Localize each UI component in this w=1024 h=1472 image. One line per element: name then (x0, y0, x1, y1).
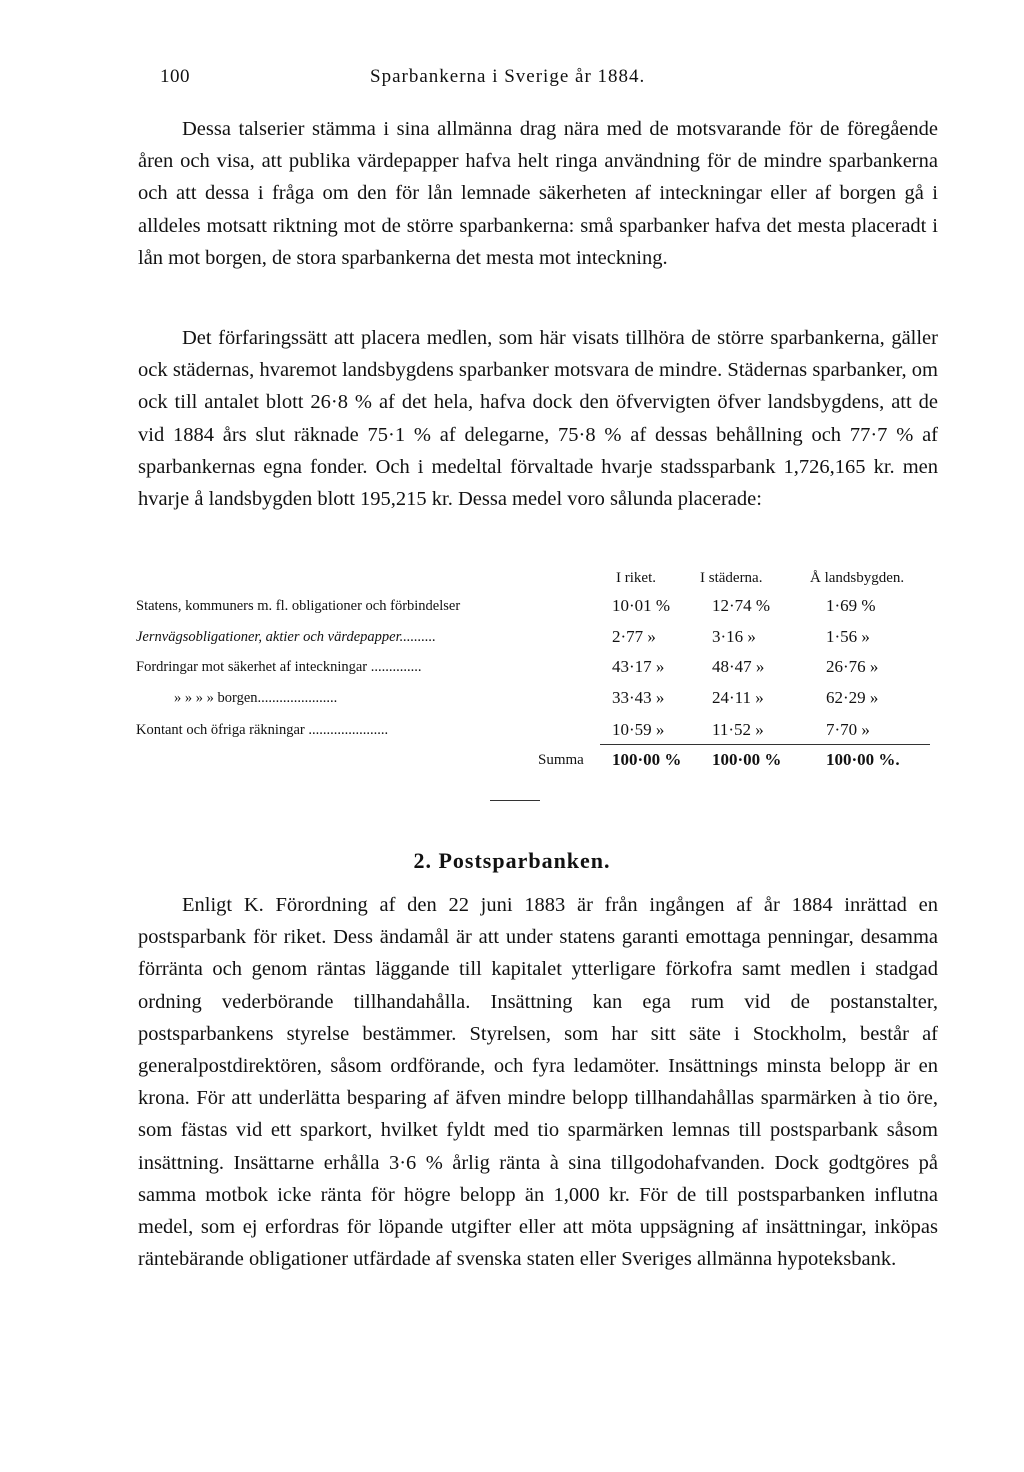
cell-riket: 10·59 » (612, 720, 665, 739)
cell-riket: 33·43 » (612, 688, 665, 707)
column-header-riket: I riket. (616, 570, 656, 586)
cell-staderna: 11·52 » (712, 720, 764, 739)
page-number: 100 (160, 66, 190, 87)
row-leader: ...................... (257, 690, 338, 706)
running-title: Sparbankerna i Sverige år 1884. (370, 66, 646, 87)
row-label: Jernvägsobligationer, aktier och värdepapper.......... (136, 629, 436, 645)
cell-staderna: 48·47 » (712, 657, 765, 676)
section-divider (490, 800, 540, 801)
cell-landsbygden: 62·29 » (826, 688, 879, 707)
row-leader: ...................... (308, 722, 389, 738)
cell-landsbygden: 7·70 » (826, 720, 870, 739)
sum-rule (600, 744, 930, 745)
cell-riket: 2·77 » (612, 627, 656, 646)
row-label: Statens, kommuners m. fl. obligationer och förbindelser (136, 598, 461, 614)
paragraph-2: Det förfaringssätt att placera medlen, som här visats tillhöra de större sparbankerna, gäller ock städernas, hvaremot landsbygdens sparbanker motsvara de mindre. Städernas sparbanker, om ock till antalet blott 26·8 % af det hela, hafva dock den öfvervigten öfver landsbygdens, att de vid 1884 års slut räknade 75·1 % af delegarne, 75·8 % af dessas behållning och 77·7 % af sparbankernas egna fonder. Och i medeltal förvaltade hvarje stadssparbank 1,726,165 kr. men hvarje å landsbygden blott 195,215 kr. Dessa medel voro sålunda placerade: (138, 327, 938, 511)
row-label: » » » » borgen...................... (174, 690, 338, 706)
section-title: 2. Postsparbanken. (413, 848, 611, 873)
sum-label: Summa (538, 752, 584, 768)
cell-staderna: 24·11 » (712, 688, 764, 707)
sum-staderna: 100·00 % (712, 750, 782, 769)
cell-staderna: 3·16 » (712, 627, 756, 646)
paragraph-1: Dessa talserier stämma i sina allmänna drag nära med de motsvarande för de föregående åren och visa, att publika värdepapper hafva helt ringa användning för de mindre sparbankerna och att dessa i fråga om den för lån lemnade säkerheten af inteckningar eller af borgen gå i alldeles motsatt riktning mot de större sparbankerna: små sparbanker hafva det mesta placeradt i lån mot borgen, de stora sparbankerna det mesta mot inteckning. (138, 118, 938, 269)
cell-landsbygden: 1·56 » (826, 627, 870, 646)
column-header-landsbygden: Å landsbygden. (810, 570, 905, 586)
row-leader: .......... (399, 629, 436, 645)
table-row (136, 722, 936, 752)
row-leader: .............. (370, 659, 422, 675)
row-label: Fordringar mot säkerhet af inteckningar .............. (136, 659, 422, 675)
table-row (136, 598, 936, 628)
sum-row (136, 752, 936, 782)
table-row (136, 629, 936, 659)
sum-riket: 100·00 % (612, 750, 682, 769)
column-header-staderna: I städerna. (700, 570, 763, 586)
page-header (160, 66, 780, 96)
row-label: Kontant och öfriga räkningar ...................... (136, 722, 389, 738)
paragraph-3: Enligt K. Förordning af den 22 juni 1883 är från ingången af år 1884 inrättad en postsparbank för riket. Dess ändamål är att under statens garanti emottaga penningar, desamma förränta och genom räntas läggande till kapitalet ytterligare förkofra samt medlen i stadgad ordning vederbörande tillhandahålla. Insättning kan ega rum vid de postanstalter, postsparbankens styrelse bestämmer. Styrelsen, som har sitt säte i Stockholm, består af generalpostdirektören, såsom ordförande, och fyra ledamöter. Insättnings minsta belopp är en krona. För att underlätta besparing af äfven mindre belopp tillhandahållas sparmärken à tio öre, som fästas vid ett sparkort, hvilket fyldt med tio sparmärken lemnas till postsparbank såsom insättning. Insättarne erhålla 3·6 % årlig ränta à sina tillgodohafvanden. Dock godtgöres på samma motbok icke ränta för högre belopp än 1,000 kr. För de till postsparbanken influtna medel, som ej erfordras för löpande utgifter eller att möta uppsägning af insättningar, inköpas räntebärande obligationer utfärdade af svenska staten eller Sveriges allmänna hypoteksbank. (138, 894, 938, 1271)
table-row (136, 690, 936, 720)
cell-landsbygden: 26·76 » (826, 657, 879, 676)
cell-riket: 10·01 % (612, 596, 671, 615)
cell-landsbygden: 1·69 % (826, 596, 876, 615)
sum-landsbygden: 100·00 %. (826, 750, 900, 769)
table-row (136, 659, 936, 689)
cell-riket: 43·17 » (612, 657, 665, 676)
cell-staderna: 12·74 % (712, 596, 771, 615)
